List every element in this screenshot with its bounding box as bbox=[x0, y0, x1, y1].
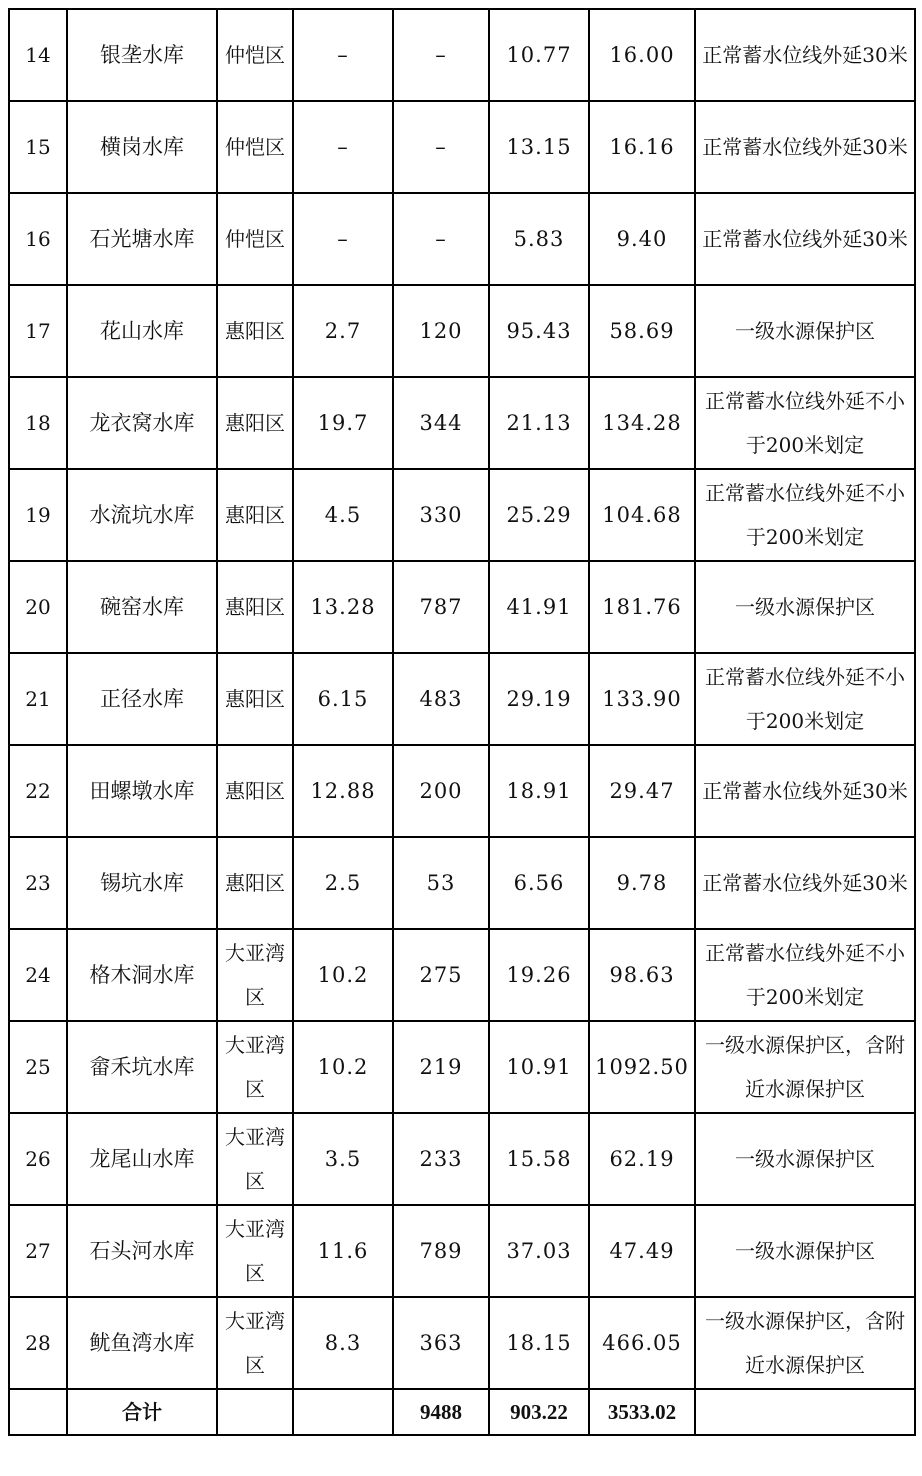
total-row bbox=[9, 1389, 915, 1435]
table-row bbox=[9, 837, 915, 929]
table-row bbox=[9, 653, 915, 745]
value-col6: 47.49 bbox=[589, 1205, 695, 1297]
reservoir-name: 花山水库 bbox=[67, 285, 217, 377]
value-col4: 275 bbox=[393, 929, 489, 1021]
value-col5: 10.91 bbox=[489, 1021, 589, 1113]
note-cell: 正常蓄水位线外延不小于200米划定 bbox=[695, 653, 915, 745]
value-col6: 9.78 bbox=[589, 837, 695, 929]
value-col3: 6.15 bbox=[293, 653, 393, 745]
value-col5: 41.91 bbox=[489, 561, 589, 653]
row-number: 15 bbox=[9, 101, 67, 193]
value-col4: 53 bbox=[393, 837, 489, 929]
reservoir-name: 碗窑水库 bbox=[67, 561, 217, 653]
table-row bbox=[9, 193, 915, 285]
note-cell: 一级水源保护区 bbox=[695, 1113, 915, 1205]
district-cell: 大亚湾区 bbox=[217, 1113, 293, 1205]
table-row bbox=[9, 469, 915, 561]
district-cell: 仲恺区 bbox=[217, 101, 293, 193]
value-col5: 15.58 bbox=[489, 1113, 589, 1205]
value-col4: 200 bbox=[393, 745, 489, 837]
total-cell-blank bbox=[293, 1389, 393, 1435]
note-cell: 正常蓄水位线外延不小于200米划定 bbox=[695, 377, 915, 469]
row-number: 22 bbox=[9, 745, 67, 837]
value-col4: – bbox=[393, 193, 489, 285]
table-row bbox=[9, 929, 915, 1021]
district-cell: 仲恺区 bbox=[217, 9, 293, 101]
value-col3: – bbox=[293, 9, 393, 101]
note-cell: 一级水源保护区，含附近水源保护区 bbox=[695, 1021, 915, 1113]
value-col3: 3.5 bbox=[293, 1113, 393, 1205]
note-cell: 正常蓄水位线外延30米 bbox=[695, 9, 915, 101]
district-cell: 大亚湾区 bbox=[217, 1021, 293, 1113]
reservoir-name: 龙尾山水库 bbox=[67, 1113, 217, 1205]
value-col3: 4.5 bbox=[293, 469, 393, 561]
row-number: 21 bbox=[9, 653, 67, 745]
note-cell: 一级水源保护区 bbox=[695, 561, 915, 653]
district-cell: 惠阳区 bbox=[217, 561, 293, 653]
total-c5: 903.22 bbox=[489, 1389, 589, 1435]
note-cell: 一级水源保护区 bbox=[695, 1205, 915, 1297]
note-cell: 正常蓄水位线外延不小于200米划定 bbox=[695, 469, 915, 561]
district-cell: 惠阳区 bbox=[217, 745, 293, 837]
value-col5: 6.56 bbox=[489, 837, 589, 929]
row-number: 19 bbox=[9, 469, 67, 561]
value-col5: 5.83 bbox=[489, 193, 589, 285]
value-col5: 21.13 bbox=[489, 377, 589, 469]
total-cell-blank bbox=[217, 1389, 293, 1435]
value-col5: 13.15 bbox=[489, 101, 589, 193]
reservoir-name: 石头河水库 bbox=[67, 1205, 217, 1297]
reservoir-name: 格木洞水库 bbox=[67, 929, 217, 1021]
table-container bbox=[8, 8, 916, 1436]
value-col3: – bbox=[293, 101, 393, 193]
value-col3: 11.6 bbox=[293, 1205, 393, 1297]
value-col6: 62.19 bbox=[589, 1113, 695, 1205]
value-col3: 12.88 bbox=[293, 745, 393, 837]
reservoir-name: 水流坑水库 bbox=[67, 469, 217, 561]
value-col6: 134.28 bbox=[589, 377, 695, 469]
value-col6: 29.47 bbox=[589, 745, 695, 837]
value-col5: 18.91 bbox=[489, 745, 589, 837]
value-col5: 29.19 bbox=[489, 653, 589, 745]
district-cell: 大亚湾区 bbox=[217, 1205, 293, 1297]
table-row bbox=[9, 1113, 915, 1205]
value-col4: 363 bbox=[393, 1297, 489, 1389]
note-cell: 一级水源保护区 bbox=[695, 285, 915, 377]
table-row bbox=[9, 101, 915, 193]
reservoir-name: 鱿鱼湾水库 bbox=[67, 1297, 217, 1389]
row-number: 27 bbox=[9, 1205, 67, 1297]
note-cell: 正常蓄水位线外延不小于200米划定 bbox=[695, 929, 915, 1021]
row-number: 25 bbox=[9, 1021, 67, 1113]
table-row bbox=[9, 561, 915, 653]
value-col5: 95.43 bbox=[489, 285, 589, 377]
value-col4: 219 bbox=[393, 1021, 489, 1113]
value-col5: 10.77 bbox=[489, 9, 589, 101]
total-label: 合计 bbox=[67, 1389, 217, 1435]
total-cell-blank bbox=[9, 1389, 67, 1435]
value-col6: 181.76 bbox=[589, 561, 695, 653]
value-col3: 8.3 bbox=[293, 1297, 393, 1389]
table-row bbox=[9, 9, 915, 101]
table-row bbox=[9, 745, 915, 837]
value-col6: 16.16 bbox=[589, 101, 695, 193]
value-col4: 120 bbox=[393, 285, 489, 377]
table-row bbox=[9, 377, 915, 469]
value-col3: 19.7 bbox=[293, 377, 393, 469]
district-cell: 大亚湾区 bbox=[217, 1297, 293, 1389]
note-cell: 一级水源保护区，含附近水源保护区 bbox=[695, 1297, 915, 1389]
table-row bbox=[9, 285, 915, 377]
row-number: 20 bbox=[9, 561, 67, 653]
value-col4: 233 bbox=[393, 1113, 489, 1205]
value-col4: 483 bbox=[393, 653, 489, 745]
table-row bbox=[9, 1021, 915, 1113]
reservoir-name: 银垄水库 bbox=[67, 9, 217, 101]
table-row bbox=[9, 1297, 915, 1389]
value-col3: 10.2 bbox=[293, 1021, 393, 1113]
district-cell: 惠阳区 bbox=[217, 377, 293, 469]
district-cell: 惠阳区 bbox=[217, 285, 293, 377]
reservoir-name: 田螺墩水库 bbox=[67, 745, 217, 837]
reservoir-name: 横岗水库 bbox=[67, 101, 217, 193]
row-number: 26 bbox=[9, 1113, 67, 1205]
value-col6: 133.90 bbox=[589, 653, 695, 745]
row-number: 23 bbox=[9, 837, 67, 929]
district-cell: 仲恺区 bbox=[217, 193, 293, 285]
row-number: 24 bbox=[9, 929, 67, 1021]
value-col6: 16.00 bbox=[589, 9, 695, 101]
note-cell: 正常蓄水位线外延30米 bbox=[695, 193, 915, 285]
value-col3: 2.7 bbox=[293, 285, 393, 377]
reservoir-name: 正径水库 bbox=[67, 653, 217, 745]
note-cell: 正常蓄水位线外延30米 bbox=[695, 837, 915, 929]
reservoir-name: 石光塘水库 bbox=[67, 193, 217, 285]
row-number: 14 bbox=[9, 9, 67, 101]
value-col6: 9.40 bbox=[589, 193, 695, 285]
value-col3: – bbox=[293, 193, 393, 285]
row-number: 17 bbox=[9, 285, 67, 377]
value-col3: 2.5 bbox=[293, 837, 393, 929]
value-col5: 25.29 bbox=[489, 469, 589, 561]
total-c6: 3533.02 bbox=[589, 1389, 695, 1435]
total-c4: 9488 bbox=[393, 1389, 489, 1435]
reservoir-table bbox=[8, 8, 916, 1436]
row-number: 28 bbox=[9, 1297, 67, 1389]
value-col6: 104.68 bbox=[589, 469, 695, 561]
reservoir-name: 龙衣窝水库 bbox=[67, 377, 217, 469]
district-cell: 惠阳区 bbox=[217, 653, 293, 745]
value-col4: 344 bbox=[393, 377, 489, 469]
district-cell: 惠阳区 bbox=[217, 837, 293, 929]
value-col4: 330 bbox=[393, 469, 489, 561]
value-col5: 19.26 bbox=[489, 929, 589, 1021]
value-col6: 466.05 bbox=[589, 1297, 695, 1389]
total-cell-blank bbox=[695, 1389, 915, 1435]
value-col4: 787 bbox=[393, 561, 489, 653]
district-cell: 惠阳区 bbox=[217, 469, 293, 561]
reservoir-name: 畲禾坑水库 bbox=[67, 1021, 217, 1113]
value-col6: 58.69 bbox=[589, 285, 695, 377]
value-col6: 98.63 bbox=[589, 929, 695, 1021]
note-cell: 正常蓄水位线外延30米 bbox=[695, 101, 915, 193]
value-col3: 13.28 bbox=[293, 561, 393, 653]
row-number: 16 bbox=[9, 193, 67, 285]
value-col4: 789 bbox=[393, 1205, 489, 1297]
value-col5: 18.15 bbox=[489, 1297, 589, 1389]
row-number: 18 bbox=[9, 377, 67, 469]
value-col6: 1092.50 bbox=[589, 1021, 695, 1113]
value-col4: – bbox=[393, 9, 489, 101]
table-row bbox=[9, 1205, 915, 1297]
value-col4: – bbox=[393, 101, 489, 193]
value-col5: 37.03 bbox=[489, 1205, 589, 1297]
reservoir-name: 锡坑水库 bbox=[67, 837, 217, 929]
district-cell: 大亚湾区 bbox=[217, 929, 293, 1021]
value-col3: 10.2 bbox=[293, 929, 393, 1021]
note-cell: 正常蓄水位线外延30米 bbox=[695, 745, 915, 837]
